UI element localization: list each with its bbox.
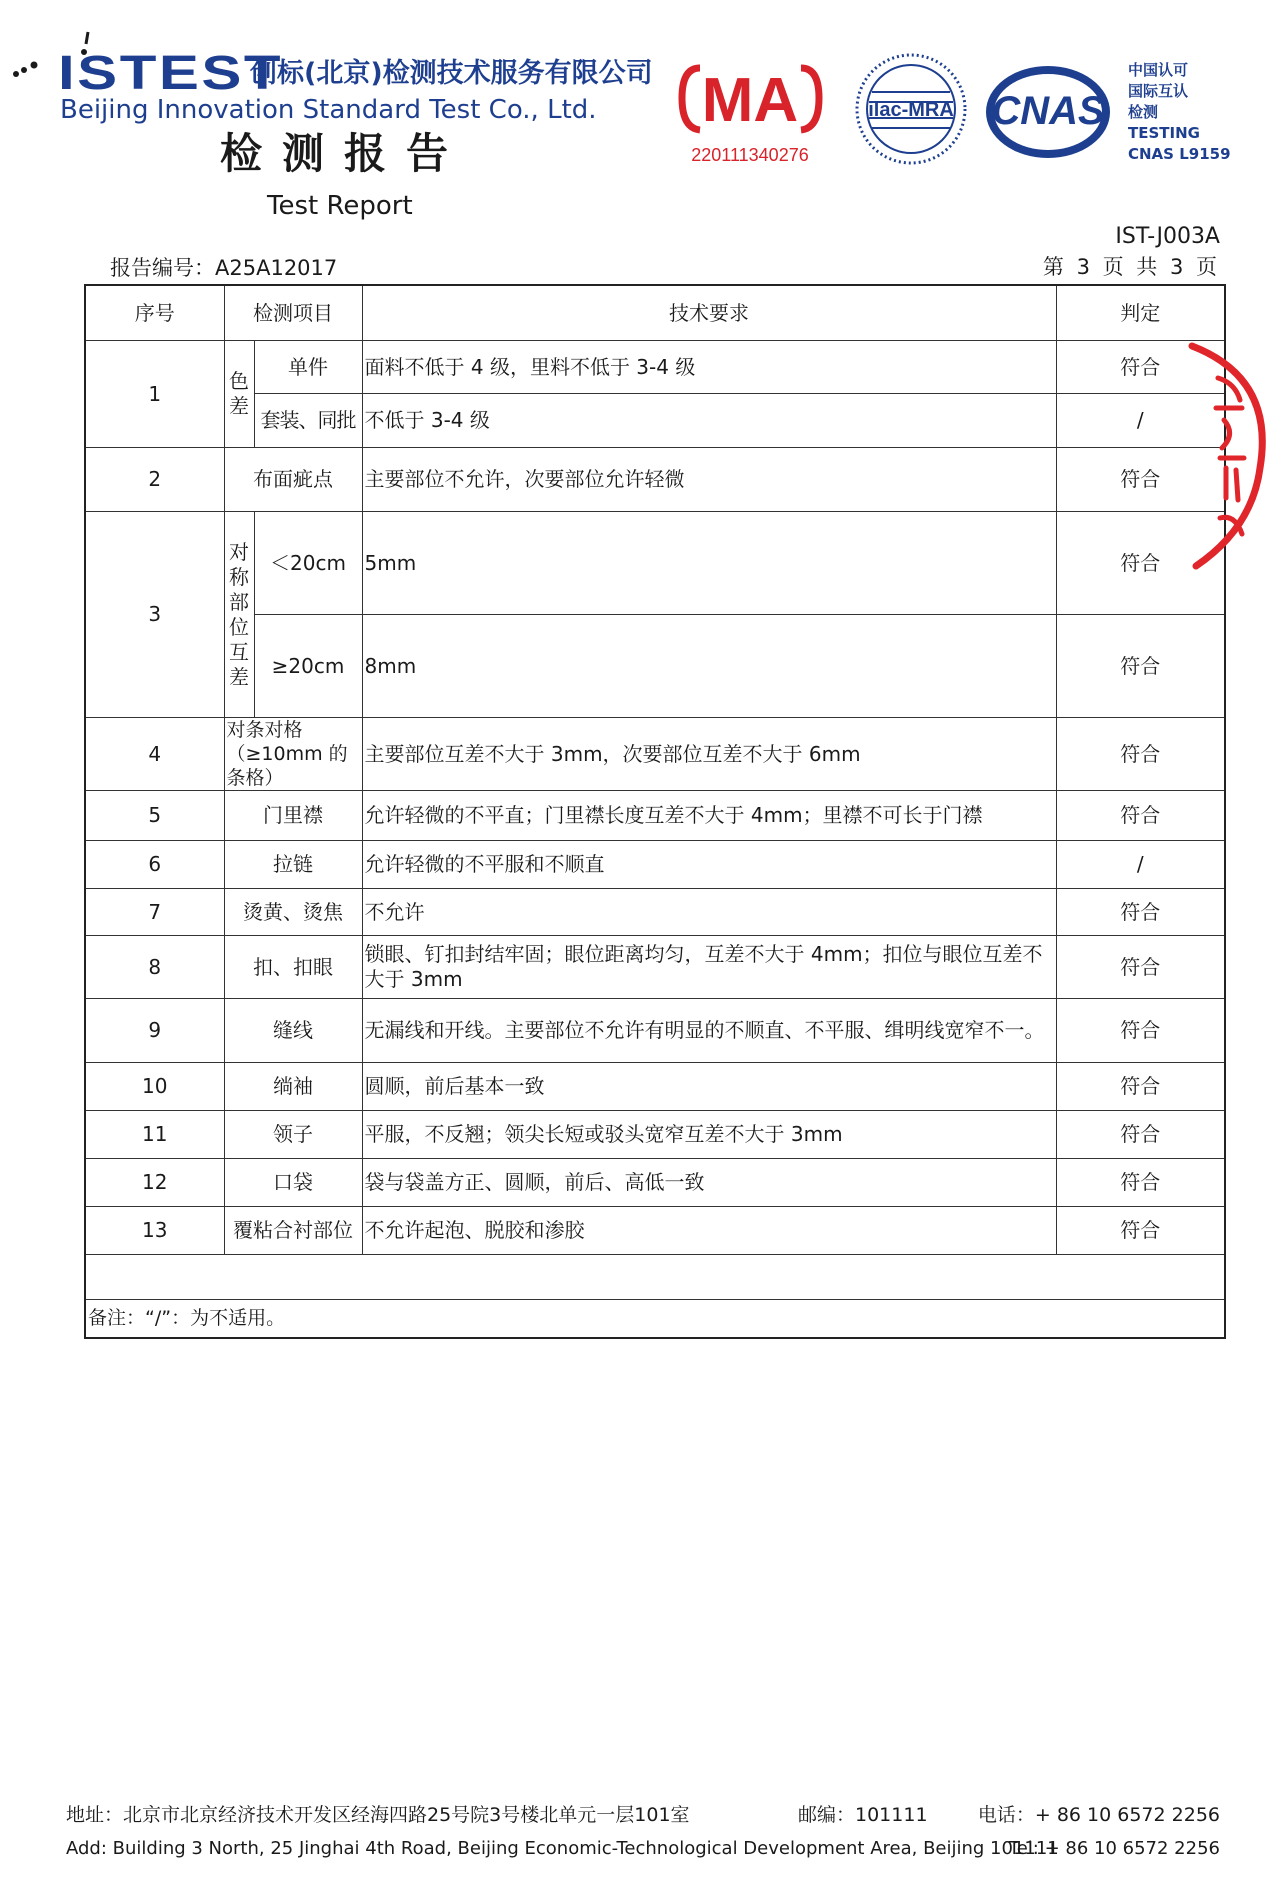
row-item: 套装、同批: [254, 394, 362, 448]
row-result: 符合: [1056, 1111, 1225, 1159]
row-item: 覆粘合衬部位: [224, 1207, 362, 1255]
table-note: 备注：“/”：为不适用。: [85, 1300, 1225, 1338]
row-result: 符合: [1056, 999, 1225, 1063]
table-row: [85, 1111, 1225, 1159]
row-no: 12: [85, 1159, 224, 1207]
page-info: 第 3 页 共 3 页: [1042, 255, 1220, 279]
cma-number: 220111340276: [691, 145, 809, 165]
row-item: 口袋: [224, 1159, 362, 1207]
row-requirement: 袋与袋盖方正、圆顺，前后、高低一致: [362, 1159, 1056, 1207]
table-row: [85, 1207, 1225, 1255]
row-no: 2: [85, 448, 224, 512]
row-item: 布面疵点: [224, 448, 362, 512]
row-item: 领子: [224, 1111, 362, 1159]
row-no: 5: [85, 791, 224, 841]
row-result: 符合: [1056, 448, 1225, 512]
row-result: 符合: [1056, 1207, 1225, 1255]
cnas-logo: [983, 62, 1113, 162]
row-result: 符合: [1056, 936, 1225, 999]
row-no: 4: [85, 718, 224, 791]
row-requirement: 8mm: [362, 615, 1056, 718]
table-row: [85, 999, 1225, 1063]
row-requirement: 平服，不反翘；领尖长短或驳头宽窄互差不大于 3mm: [362, 1111, 1056, 1159]
row-item: 单件: [254, 341, 362, 394]
cnas-accreditation-text: 中国认可 国际互认 检测 TESTING CNAS L9159: [1128, 61, 1231, 163]
row-result: 符合: [1056, 889, 1225, 936]
row-item: 烫黄、烫焦: [224, 889, 362, 936]
row-result: 符合: [1056, 341, 1225, 394]
table-row: [85, 936, 1225, 999]
company-name-cn: 创标(北京)检测技术服务有限公司: [250, 58, 653, 89]
footer-phone-cn: 电话：+ 86 10 6572 2256: [977, 1804, 1220, 1826]
row-result: 符合: [1056, 512, 1225, 615]
row-no: 8: [85, 936, 224, 999]
cma-certification-logo: [678, 58, 823, 168]
table-row: [85, 889, 1225, 936]
row-item: 门里襟: [224, 791, 362, 841]
table-row: [85, 394, 1225, 448]
row-item: 对条对格（≥10mm 的条格）: [224, 718, 362, 791]
svg-text:MA: MA: [701, 66, 799, 135]
row-requirement: 锁眼、钉扣封结牢固；眼位距离均匀，互差不大于 4mm；扣位与眼位互差不大于 3mm: [362, 936, 1056, 999]
row-requirement: 允许轻微的不平直；门里襟长度互差不大于 4mm；里襟不可长于门襟: [362, 791, 1056, 841]
footer-postcode-cn: 邮编：101111: [798, 1804, 928, 1826]
row-no: 11: [85, 1111, 224, 1159]
row-result: 符合: [1056, 791, 1225, 841]
row-requirement: 无漏线和开线。主要部位不允许有明显的不顺直、不平服、缉明线宽窄不一。: [362, 999, 1056, 1063]
svg-text:CNAS: CNAS: [991, 89, 1105, 133]
row-requirement: 允许轻微的不平服和不顺直: [362, 841, 1056, 889]
table-row: [85, 1159, 1225, 1207]
ilac-mra-logo: [852, 50, 970, 168]
report-title-cn: 检测报告: [220, 129, 469, 178]
row-requirement: 主要部位不允许，次要部位允许轻微: [362, 448, 1056, 512]
row-requirement: 圆顺，前后基本一致: [362, 1063, 1056, 1111]
footer-address-cn: 地址：北京市北京经济技术开发区经海四路25号院3号楼北单元一层101室: [66, 1804, 690, 1826]
footer-address-en: Add: Building 3 North, 25 Jinghai 4th Road, Beijing Economic-Technological Development Area, Beijing 101111: [66, 1838, 1059, 1859]
form-code: IST-J003A: [1115, 224, 1220, 249]
table-row: [85, 841, 1225, 889]
inspection-table: [84, 284, 1226, 1339]
row-group: 色 差: [224, 341, 254, 448]
row-item: 扣、扣眼: [224, 936, 362, 999]
row-result: 符合: [1056, 615, 1225, 718]
row-requirement: 5mm: [362, 512, 1056, 615]
header-item: 检测项目: [224, 285, 362, 341]
row-no: 10: [85, 1063, 224, 1111]
header-requirement: 技术要求: [362, 285, 1056, 341]
report-title-en: Test Report: [267, 191, 413, 221]
table-row: [85, 718, 1225, 791]
table-row: [85, 512, 1225, 615]
table-row: [85, 615, 1225, 718]
table-note-row: [85, 1300, 1225, 1338]
row-item: 缝线: [224, 999, 362, 1063]
row-requirement: 面料不低于 4 级，里料不低于 3-4 级: [362, 341, 1056, 394]
row-requirement: 主要部位互差不大于 3mm，次要部位互差不大于 6mm: [362, 718, 1056, 791]
row-result: 符合: [1056, 1159, 1225, 1207]
row-requirement: 不低于 3-4 级: [362, 394, 1056, 448]
row-requirement: 不允许: [362, 889, 1056, 936]
empty-cell: [85, 1255, 1225, 1300]
row-item: ＜20cm: [254, 512, 362, 615]
row-no: 13: [85, 1207, 224, 1255]
row-result: /: [1056, 394, 1225, 448]
report-number: 报告编号：A25A12017: [110, 256, 338, 280]
row-group: 对 称 部 位 互 差: [224, 512, 254, 718]
table-row: [85, 448, 1225, 512]
header-no: 序号: [85, 285, 224, 341]
table-empty-row: [85, 1255, 1225, 1300]
row-item: ≥20cm: [254, 615, 362, 718]
table-row: [85, 791, 1225, 841]
svg-text:ilac-MRA: ilac-MRA: [868, 99, 954, 121]
table-header-row: [85, 285, 1225, 341]
row-item: 拉链: [224, 841, 362, 889]
row-no: 9: [85, 999, 224, 1063]
row-result: 符合: [1056, 718, 1225, 791]
row-result: 符合: [1056, 1063, 1225, 1111]
header-result: 判定: [1056, 285, 1225, 341]
row-no: 6: [85, 841, 224, 889]
row-no: 7: [85, 889, 224, 936]
company-logo: ISTEST: [58, 47, 284, 100]
table-row: [85, 1063, 1225, 1111]
company-name-en: Beijing Innovation Standard Test Co., Ltd.: [60, 95, 597, 125]
row-item: 绱袖: [224, 1063, 362, 1111]
row-requirement: 不允许起泡、脱胶和渗胶: [362, 1207, 1056, 1255]
row-no: 3: [85, 512, 224, 718]
footer-phone-en: Tel: + 86 10 6572 2256: [1008, 1838, 1220, 1859]
row-result: /: [1056, 841, 1225, 889]
table-row: [85, 341, 1225, 394]
row-no: 1: [85, 341, 224, 448]
